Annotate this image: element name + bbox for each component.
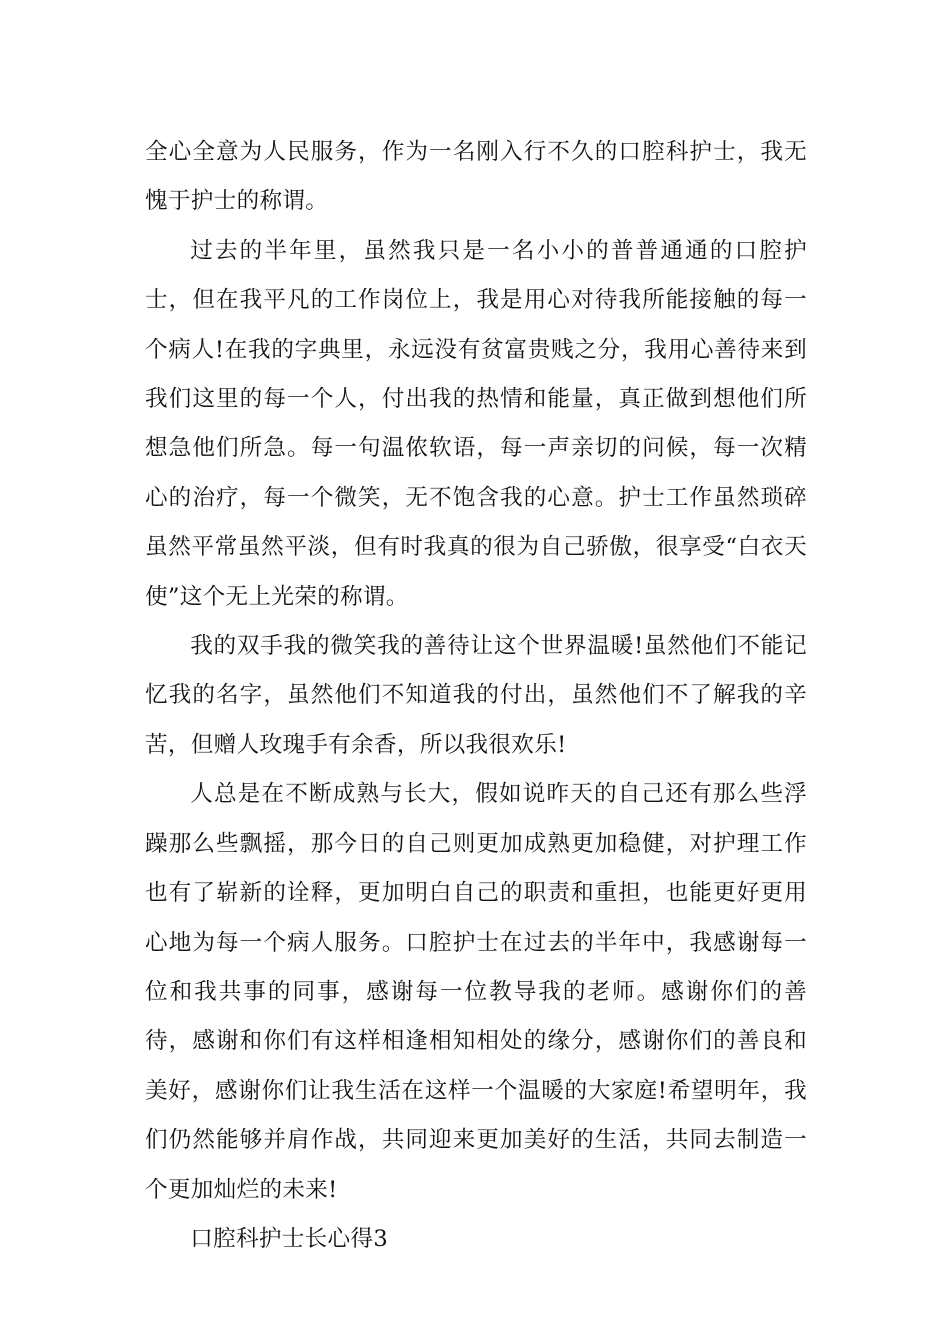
paragraph-continuation: 全心全意为人民服务，作为一名刚入行不久的口腔科护士，我无愧于护士的称谓。 <box>145 139 807 215</box>
paragraph-2: 我的双手我的微笑我的善待让这个世界温暖!虽然他们不能记忆我的名字，虽然他们不知道我的付出，虽然他们不了解我的辛苦，但赠人玫瑰手有余香，所以我很欢乐! <box>145 633 807 758</box>
document-body <box>145 128 807 1264</box>
section-heading: 口腔科护士长心得3 <box>190 1225 389 1252</box>
paragraph-1: 过去的半年里，虽然我只是一名小小的普普通通的口腔护士，但在我平凡的工作岗位上，我是用心对待我所能接触的每一个病人!在我的字典里，永远没有贫富贵贱之分，我用心善待来到我们这里的每一个人，付出我的热情和能量，真正做到想他们所想急他们所急。每一句温侬软语，每一声亲切的问候，每一次精心的治疗，每一个微笑，无不饱含我的心意。护士工作虽然琐碎虽然平常虽然平淡，但有时我真的很为自己骄傲，很享受“白衣天使”这个无上光荣的称谓。 <box>145 237 807 610</box>
paragraph-3: 人总是在不断成熟与长大，假如说昨天的自己还有那么些浮躁那么些飘摇，那今日的自己则更加成熟更加稳健，对护理工作也有了崭新的诠释，更加明白自己的职责和重担，也能更好更用心地为每一个病人服务。口腔护士在过去的半年中，我感谢每一位和我共事的同事，感谢每一位教导我的老师。感谢你们的善待，感谢和你们有这样相逢相知相处的缘分，感谢你们的善良和美好，感谢你们让我生活在这样一个温暖的大家庭!希望明年，我们仍然能够并肩作战，共同迎来更加美好的生活，共同去制造一个更加灿烂的未来! <box>145 781 807 1203</box>
